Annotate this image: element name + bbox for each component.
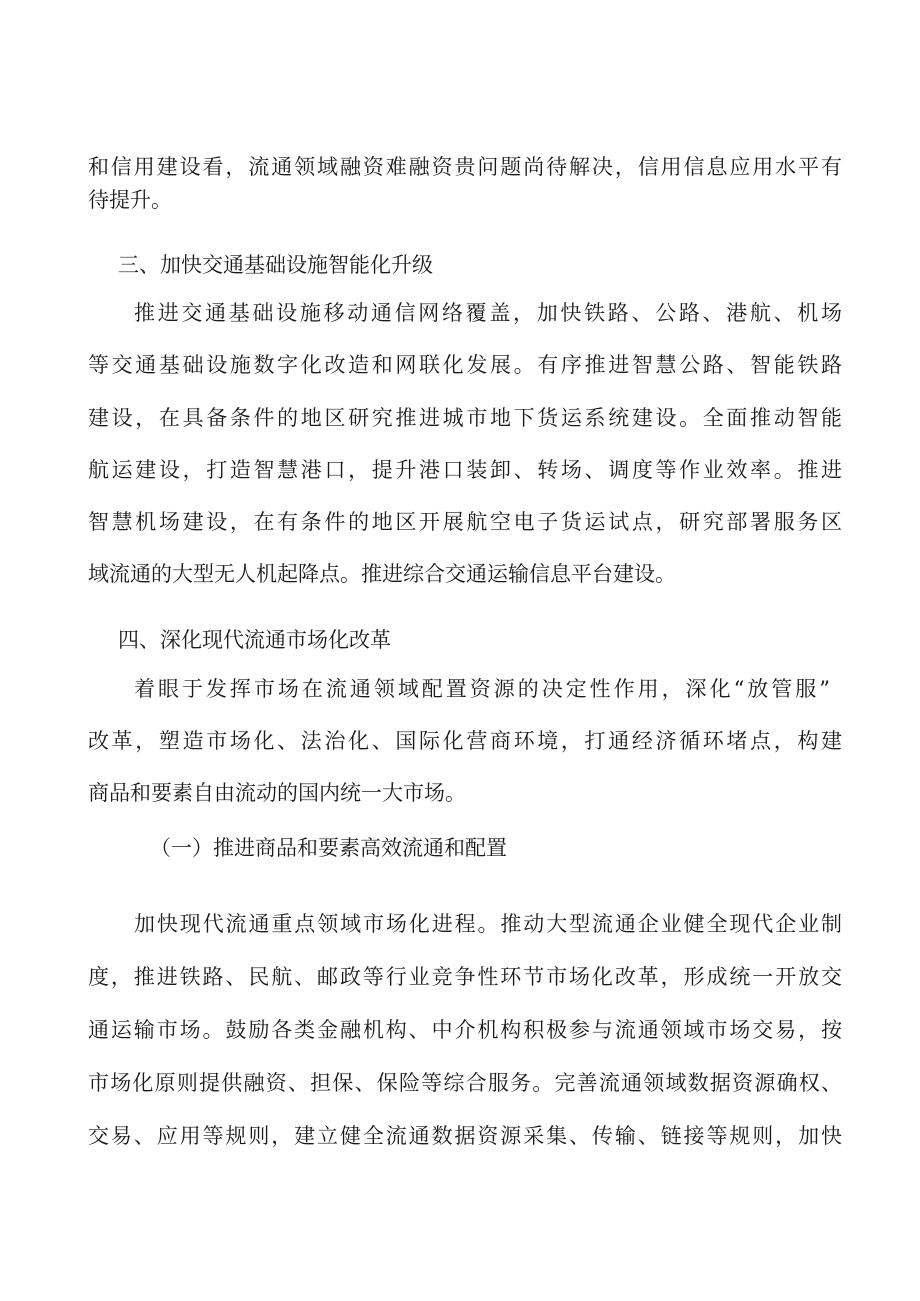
section3-line-2: 等交通基础设施数字化改造和网联化发展。有序推进智慧公路、智能铁路: [88, 353, 842, 377]
section-heading-4: 四、深化现代流通市场化改革: [118, 628, 391, 652]
section-heading-3: 三、加快交通基础设施智能化升级: [118, 253, 433, 277]
subsection1-line-1: 加快现代流通重点领域市场化进程。推动大型流通企业健全现代企业制: [134, 912, 842, 936]
subsection1-line-4: 市场化原则提供融资、担保、保险等综合服务。完善流通领域数据资源确权、: [88, 1071, 842, 1095]
section3-line-3: 建设，在具备条件的地区研究推进城市地下货运系统建设。全面推动智能: [88, 406, 842, 430]
section4-line-2: 改革，塑造市场化、法治化、国际化营商环境，打通经济循环堵点，构建: [88, 729, 842, 753]
section3-line-1: 推进交通基础设施移动通信网络覆盖，加快铁路、公路、港航、机场: [134, 301, 842, 325]
subsection1-line-5: 交易、应用等规则，建立健全流通数据资源采集、传输、链接等规则，加快: [88, 1124, 842, 1148]
subsection-heading-1: （一）推进商品和要素高效流通和配置: [150, 836, 507, 860]
section3-line-5: 智慧机场建设，在有条件的地区开展航空电子货运试点，研究部署服务区: [88, 510, 842, 534]
section3-line-6: 域流通的大型无人机起降点。推进综合交通运输信息平台建设。: [88, 562, 676, 586]
subsection1-line-2: 度，推进铁路、民航、邮政等行业竞争性环节市场化改革，形成统一开放交: [88, 965, 842, 989]
section4-line-1: 着眼于发挥市场在流通领域配置资源的决定性作用，深化“放管服”: [134, 677, 830, 701]
subsection1-line-3: 通运输市场。鼓励各类金融机构、中介机构积极参与流通领域市场交易，按: [88, 1018, 842, 1042]
intro-line-2: 待提升。: [88, 188, 172, 212]
section4-line-3: 商品和要素自由流动的国内统一大市场。: [88, 781, 466, 805]
section3-line-4: 航运建设，打造智慧港口，提升港口装卸、转场、调度等作业效率。推进: [88, 458, 842, 482]
intro-line-1: 和信用建设看，流通领域融资难融资贵问题尚待解决，信用信息应用水平有: [88, 155, 842, 179]
